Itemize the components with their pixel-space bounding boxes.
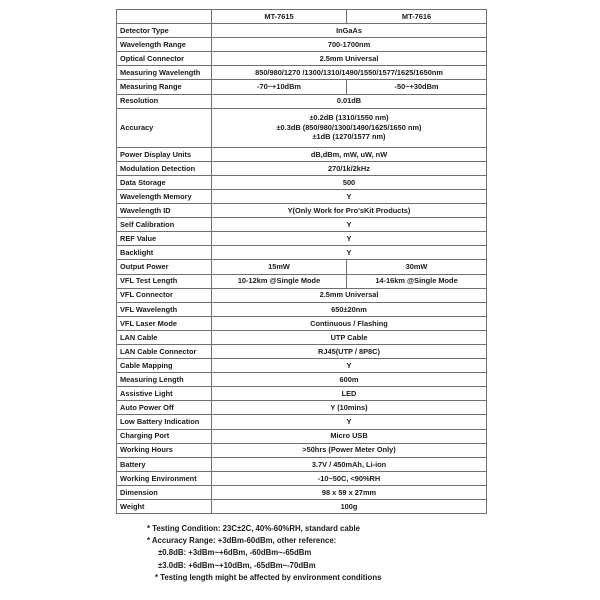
row-value: 98 x 59 x 27mm [212, 485, 487, 499]
row-value-line: ±0.2dB (1310/1550 nm) [309, 113, 389, 123]
row-value: 100g [212, 500, 487, 514]
row-label: Working Hours [117, 443, 212, 457]
note-accuracy-08: ±0.8dB: +3dBm~+6dBm, -60dBm~-65dBm [158, 548, 312, 558]
table-row [117, 189, 487, 203]
row-value: 2.5mm Universal [212, 52, 487, 66]
row-label: Self Calibration [117, 218, 212, 232]
row-value: -10~50C, <90%RH [212, 471, 487, 485]
row-value-line: ±0.3dB (850/980/1300/1490/1625/1650 nm) [276, 122, 422, 132]
header-blank-cell [117, 10, 212, 24]
row-value-mt-7616: 30mW [347, 260, 487, 274]
row-value: Y [212, 232, 487, 246]
row-label: Working Environment [117, 471, 212, 485]
table-row [117, 147, 487, 161]
table-row [117, 344, 487, 358]
row-value: LED [212, 387, 487, 401]
row-label: Dimension [117, 485, 212, 499]
table-row [117, 471, 487, 485]
row-label: Power Display Units [117, 147, 212, 161]
row-label: VFL Connector [117, 288, 212, 302]
row-label: Measuring Wavelength [117, 66, 212, 80]
row-label: Low Battery Indication [117, 415, 212, 429]
table-row [117, 108, 487, 147]
row-label: Modulation Detection [117, 161, 212, 175]
row-label: Resolution [117, 94, 212, 108]
row-label: VFL Wavelength [117, 302, 212, 316]
table-row [117, 274, 487, 288]
row-label: Charging Port [117, 429, 212, 443]
row-value: Y [212, 189, 487, 203]
row-label: Output Power [117, 260, 212, 274]
row-label: Wavelength Memory [117, 189, 212, 203]
row-label: Measuring Range [117, 80, 212, 94]
table-row [117, 443, 487, 457]
row-value: >50hrs (Power Meter Only) [212, 443, 487, 457]
row-value: 600m [212, 373, 487, 387]
row-value: UTP Cable [212, 330, 487, 344]
row-value: RJ45(UTP / 8P8C) [212, 344, 487, 358]
row-value: 850/980/1270 /1300/1310/1490/1550/1577/1625/1650nm [212, 66, 487, 80]
table-row [117, 80, 487, 94]
row-value: dB,dBm, mW, uW, nW [212, 147, 487, 161]
table-row [117, 288, 487, 302]
row-value: Y (10mins) [212, 401, 487, 415]
table-row [117, 24, 487, 38]
row-value: 2.5mm Universal [212, 288, 487, 302]
note-accuracy-30: ±3.0dB: +6dBm~+10dBm, -65dBm~-70dBm [158, 560, 316, 570]
row-label: Backlight [117, 246, 212, 260]
row-value-mt-7615: 10-12km @Single Mode [212, 274, 347, 288]
row-value: Y [212, 359, 487, 373]
table-row [117, 401, 487, 415]
row-value: 0.01dB [212, 94, 487, 108]
row-label: REF Value [117, 232, 212, 246]
table-row [117, 359, 487, 373]
row-value: Micro USB [212, 429, 487, 443]
table-row [117, 52, 487, 66]
spec-table [116, 9, 487, 514]
note-testing-condition: * Testing Condition: 23C±2C, 40%-60%RH, standard cable [147, 524, 360, 533]
row-value: Y [212, 246, 487, 260]
table-row [117, 218, 487, 232]
row-value-mt-7616: 14-16km @Single Mode [347, 274, 487, 288]
table-row [117, 94, 487, 108]
table-row [117, 161, 487, 175]
table-row [117, 38, 487, 52]
row-label: Measuring Length [117, 373, 212, 387]
table-row [117, 373, 487, 387]
row-value: 500 [212, 175, 487, 189]
table-row [117, 485, 487, 499]
table-header-row [117, 10, 487, 24]
note-testing-length: * Testing length might be affected by environment conditions [155, 572, 382, 582]
row-value: Y(Only Work for Pro'sKit Products) [212, 204, 487, 218]
note-accuracy-range: * Accuracy Range: +3dBm-60dBm, other reference: [147, 536, 337, 546]
row-value: 700-1700nm [212, 38, 487, 52]
row-label: Detector Type [117, 24, 212, 38]
row-label: Data Storage [117, 175, 212, 189]
table-row [117, 330, 487, 344]
row-label: LAN Cable [117, 330, 212, 344]
table-row [117, 232, 487, 246]
table-row [117, 316, 487, 330]
row-label: LAN Cable Connector [117, 344, 212, 358]
row-label: Cable Mapping [117, 359, 212, 373]
row-label: Optical Connector [117, 52, 212, 66]
table-row [117, 204, 487, 218]
table-row [117, 175, 487, 189]
row-value: InGaAs [212, 24, 487, 38]
row-value-mt-7615: 15mW [212, 260, 347, 274]
table-row [117, 500, 487, 514]
row-label: Wavelength Range [117, 38, 212, 52]
row-label: Battery [117, 457, 212, 471]
row-label: Weight [117, 500, 212, 514]
table-row [117, 66, 487, 80]
header-mt-7615: MT-7615 [212, 10, 347, 24]
table-row [117, 429, 487, 443]
footnotes [147, 523, 381, 584]
row-label: VFL Test Length [117, 274, 212, 288]
row-value: 650±20nm [212, 302, 487, 316]
header-mt-7616: MT-7616 [347, 10, 487, 24]
row-label: Auto Power Off [117, 401, 212, 415]
row-value: 3.7V / 450mAh, Li-ion [212, 457, 487, 471]
row-value: 270/1k/2kHz [212, 161, 487, 175]
row-value: Continuous / Flashing [212, 316, 487, 330]
row-value-mt-7616: -50~+30dBm [347, 80, 487, 94]
row-value-line: ±1dB (1270/1577 nm) [312, 132, 386, 142]
table-row [117, 260, 487, 274]
table-row [117, 387, 487, 401]
table-row [117, 457, 487, 471]
table-row [117, 302, 487, 316]
row-label: VFL Laser Mode [117, 316, 212, 330]
table-row [117, 415, 487, 429]
row-value-mt-7615: -70~+10dBm [212, 80, 347, 94]
table-row [117, 246, 487, 260]
row-value: Y [212, 415, 487, 429]
row-value [212, 108, 487, 147]
row-label: Wavelength ID [117, 204, 212, 218]
row-label: Accuracy [117, 108, 212, 147]
row-value: Y [212, 218, 487, 232]
row-label: Assistive Light [117, 387, 212, 401]
